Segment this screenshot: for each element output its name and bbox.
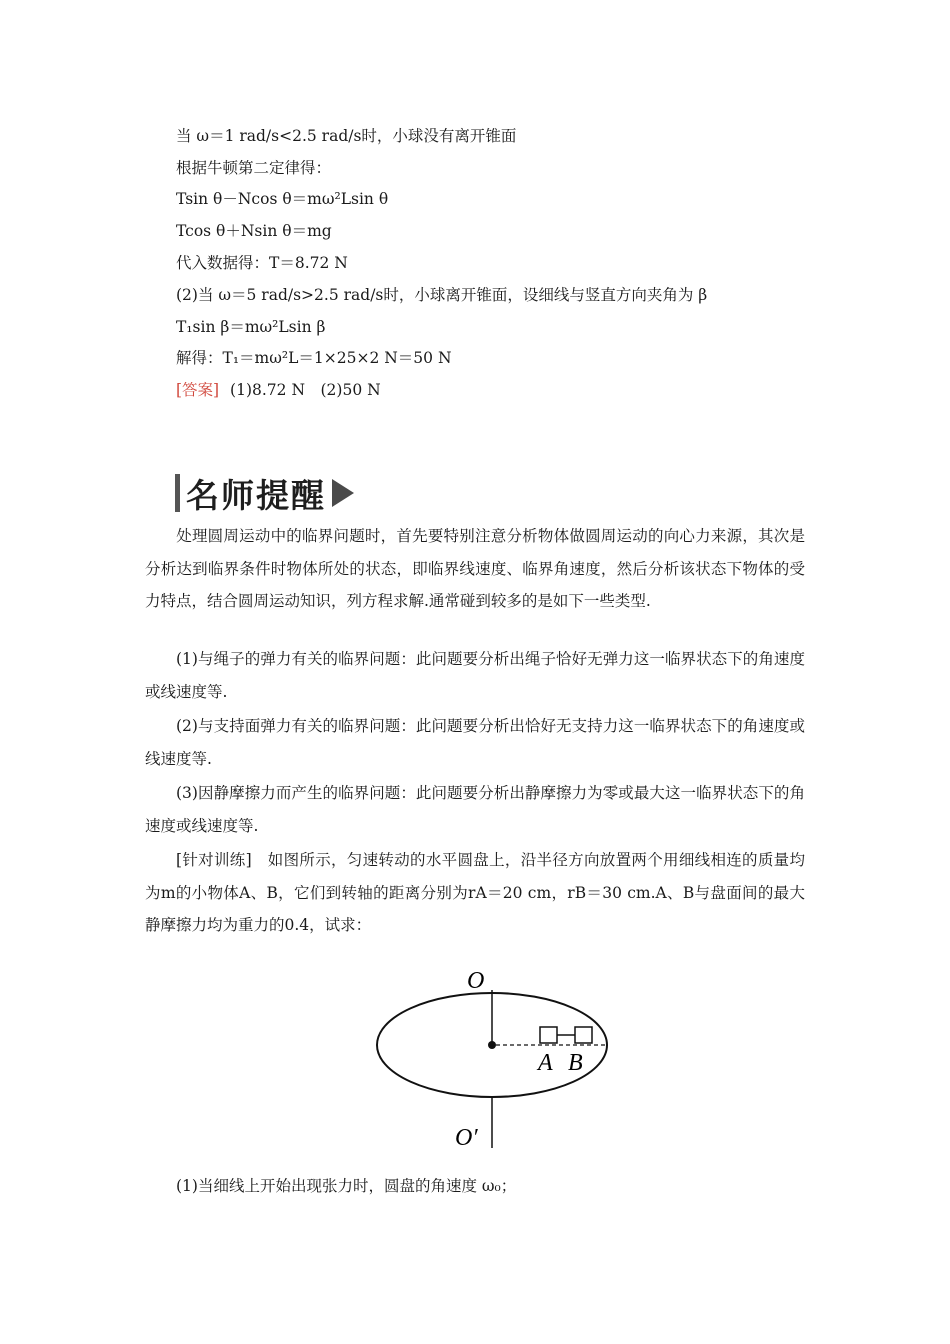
tip-header bbox=[175, 470, 354, 516]
block-b bbox=[575, 1027, 592, 1043]
answer-text: (1)8.72 N (2)50 N bbox=[230, 381, 381, 399]
equation-3: T₁sin β＝mω²Lsin β bbox=[176, 318, 326, 336]
equation-1: Tsin θ－Ncos θ＝mω²Lsin θ bbox=[176, 190, 389, 208]
solution-line-5: 代入数据得：T＝8.72 N bbox=[176, 254, 348, 272]
triangle-right-icon bbox=[332, 479, 354, 507]
rotating-disk-figure bbox=[370, 960, 620, 1155]
answer-line bbox=[176, 380, 381, 400]
label-o-bottom: O′ bbox=[455, 1125, 478, 1151]
equation-2: Tcos θ＋Nsin θ＝mg bbox=[176, 222, 332, 240]
tip-intro: 处理圆周运动中的临界问题时，首先要特别注意分析物体做圆周运动的向心力来源，其次是分析达到临界条件时物体所处的状态，即临界线速度、临界角速度，然后分析该状态下物体的受力特点，结合圆周运动知识，列方程求解.通常碰到较多的是如下一些类型. bbox=[145, 527, 805, 610]
solution-line-8: 解得：T₁＝mω²L＝1×25×2 N＝50 N bbox=[176, 349, 452, 367]
solution-line-1: 当 ω＝1 rad/s<2.5 rad/s时，小球没有离开锥面 bbox=[176, 127, 517, 145]
tip-item-3: (3)因静摩擦力而产生的临界问题：此问题要分析出静摩擦力为零或最大这一临界状态下的角速度或线速度等. bbox=[145, 784, 805, 835]
solution-line-2: 根据牛顿第二定律得： bbox=[176, 159, 332, 177]
tip-title: 名师提醒 bbox=[186, 475, 326, 515]
block-a bbox=[540, 1027, 557, 1043]
tip-item-1: (1)与绳子的弹力有关的临界问题：此问题要分析出绳子恰好无弹力这一临界状态下的角速度或线速度等. bbox=[145, 650, 805, 701]
axis-center-dot bbox=[488, 1041, 496, 1049]
solution-line-6: (2)当 ω＝5 rad/s>2.5 rad/s时，小球离开锥面，设细线与竖直方向夹角为 β bbox=[176, 286, 708, 304]
training-problem: [针对训练] 如图所示，匀速转动的水平圆盘上，沿半径方向放置两个用细线相连的质量均为m的小物体A、B，它们到转轴的距离分别为rA＝20 cm，rB＝30 cm.A、B与盘面间的最大静摩擦力均为重力的0.4，试求： bbox=[145, 851, 805, 934]
question-1: (1)当细线上开始出现张力时，圆盘的角速度 ω₀； bbox=[176, 1177, 517, 1195]
label-b: B bbox=[568, 1050, 583, 1076]
label-a: A bbox=[538, 1050, 553, 1076]
label-o-top: O bbox=[467, 968, 485, 994]
tip-bar bbox=[175, 474, 180, 512]
answer-tag: [答案] bbox=[176, 381, 220, 399]
tip-item-2: (2)与支持面弹力有关的临界问题：此问题要分析出恰好无支持力这一临界状态下的角速度或线速度等. bbox=[145, 717, 805, 768]
